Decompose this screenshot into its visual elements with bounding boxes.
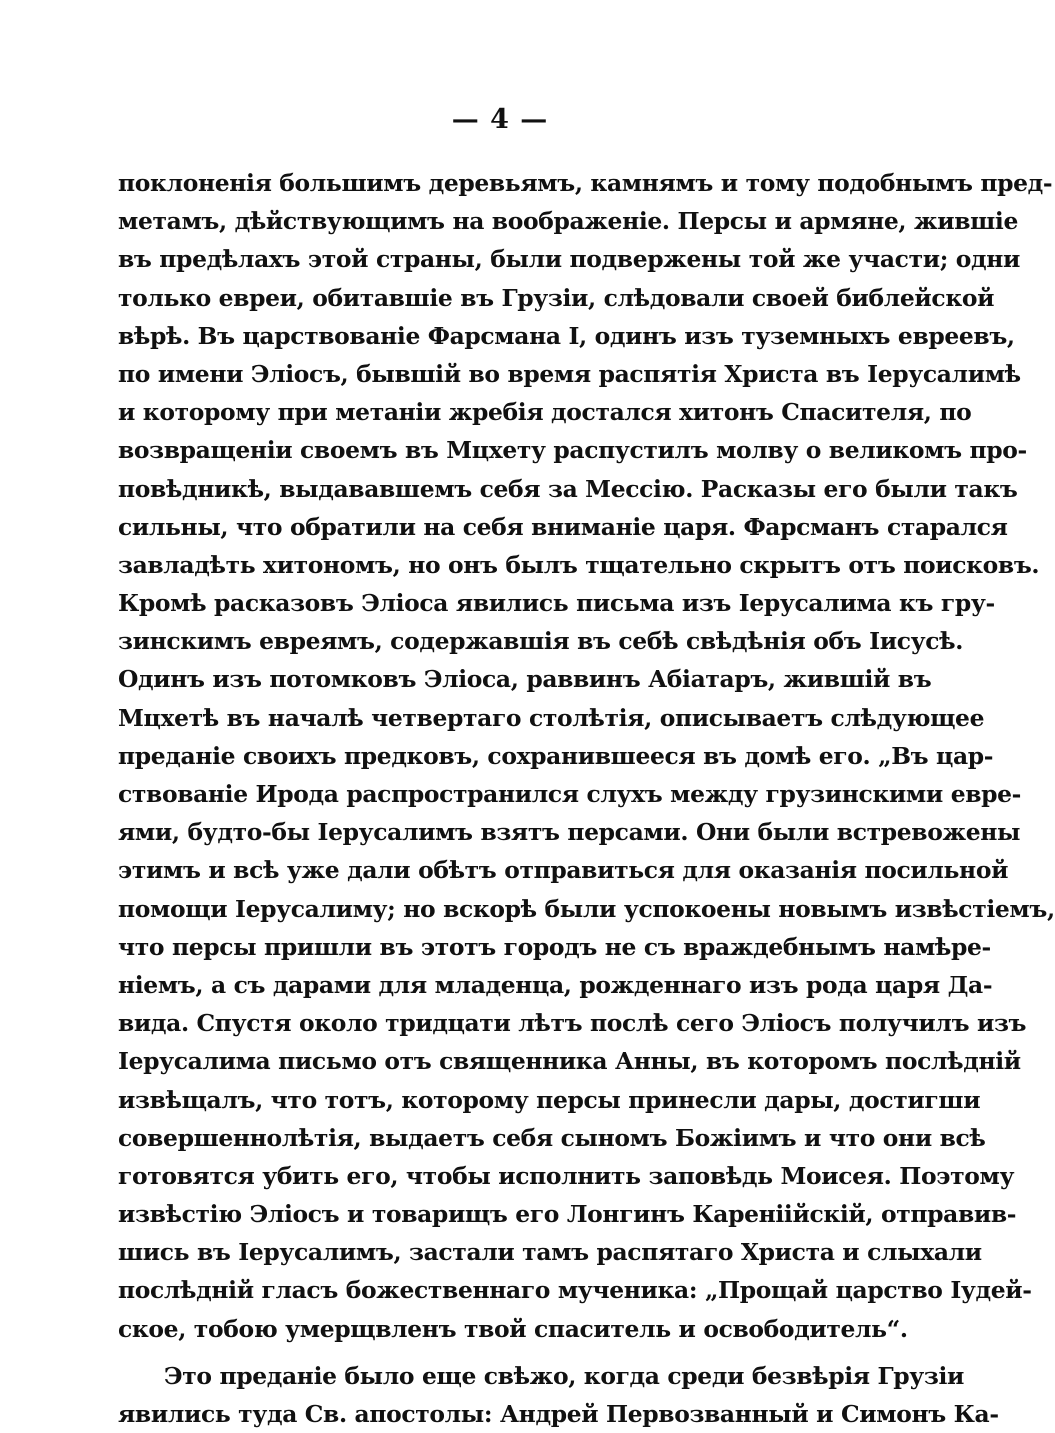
text-line: завладѣть хитономъ, но онъ былъ тщательно скрытъ отъ поисковъ. <box>118 550 1040 579</box>
text-line: вида. Спустя около тридцати лѣтъ послѣ сего Элiосъ получилъ изъ <box>118 1009 1027 1038</box>
text-line: поклоненія большимъ деревьямъ, камнямъ и тому подобнымъ пред- <box>118 169 1053 197</box>
text-line: этимъ и всѣ уже дали обѣтъ отправиться для оказанія посильной <box>118 856 1009 885</box>
text-line: помощи Іерусалиму; но вскорѣ были успокоены новымъ извѣстіемъ, <box>118 894 1055 923</box>
text-line: ніемъ, а съ дарами для младенца, рожденнаго изъ рода царя Да- <box>118 970 993 999</box>
text-line: Іерусалима письмо отъ священника Анны, въ которомъ послѣдній <box>118 1047 1021 1076</box>
text-line: Это преданіе было еще свѣжо, когда среди безвѣрія Грузіи <box>164 1361 965 1390</box>
text-line: Кромѣ расказовъ Элiоса явились письма изъ Іерусалима къ гру- <box>118 589 995 618</box>
text-line: совершеннолѣтія, выдаетъ себя сыномъ Божіимъ и что они всѣ <box>118 1123 986 1152</box>
text-line: преданіе своихъ предковъ, сохранившееся въ домѣ его. „Въ цар- <box>118 741 994 770</box>
paragraph-2 <box>118 1357 999 1433</box>
paragraph-gap <box>118 1348 840 1357</box>
body-text <box>118 164 1055 1433</box>
text-line: извѣщалъ, что тотъ, которому персы принесли дары, достигши <box>118 1085 981 1114</box>
text-line: Одинъ изъ потомковъ Элiоса, раввинъ Абіатаръ, жившій въ <box>118 665 932 694</box>
page-number: — 4 — <box>451 104 549 135</box>
text-line: метамъ, дѣйствующимъ на воображеніе. Персы и армяне, жившіе <box>118 207 1018 236</box>
text-line: шись въ Іерусалимъ, застали тамъ распятаго Христа и слыхали <box>118 1238 982 1267</box>
text-line: ское, тобою умерщвленъ твой спаситель и освободитель“. <box>118 1314 908 1343</box>
text-line: что персы пришли въ этотъ городъ не съ враждебнымъ намѣре- <box>118 932 991 961</box>
paragraph-1 <box>118 164 1055 1348</box>
text-line: ствованіе Ирода распространился слухъ между грузинскими евре- <box>118 780 1022 808</box>
text-line: и которому при метаніи жребія достался хитонъ Спасителя, по <box>118 398 972 427</box>
text-line: зинскимъ евреямъ, содержавшія въ себѣ свѣдѣнія объ Іисусѣ. <box>118 627 964 656</box>
text-line: ями, будто-бы Іерусалимъ взятъ персами. Они были встревожены <box>118 818 1021 847</box>
text-line: повѣдникѣ, выдававшемъ себя за Мессію. Расказы его были такъ <box>118 474 1018 503</box>
text-line: готовятся убить его, чтобы исполнить заповѣдь Моисея. Поэтому <box>118 1161 1015 1190</box>
text-line: Мцхетѣ въ началѣ четвертаго столѣтія, описываетъ слѣдующее <box>118 703 985 732</box>
text-line: только евреи, обитавшіе въ Грузіи, слѣдовали своей библейской <box>118 283 995 312</box>
text-line: вѣрѣ. Въ царствованіе Фарсмана I, одинъ изъ туземныхъ евреевъ, <box>118 321 1015 350</box>
text-line: послѣдній гласъ божественнаго мученика: „Прощай царство Іудей- <box>118 1276 1032 1305</box>
text-line: въ предѣлахъ этой страны, были подвержены той же участи; одни <box>118 245 1021 274</box>
text-line: извѣстію Элiосъ и товарищъ его Лонгинъ Кареніійскій, отправив- <box>118 1200 1017 1229</box>
text-line: по имени Элiосъ, бывшій во время распятія Христа въ Іерусалимѣ <box>118 359 1021 388</box>
text-line: сильны, что обратили на себя вниманіе царя. Фарсманъ старался <box>118 512 1008 541</box>
text-line: явились туда Св. апостолы: Андрей Первозванный и Симонъ Ка- <box>118 1400 999 1428</box>
text-line: возвращеніи своемъ въ Мцхету распустилъ молву о великомъ про- <box>118 436 1027 465</box>
